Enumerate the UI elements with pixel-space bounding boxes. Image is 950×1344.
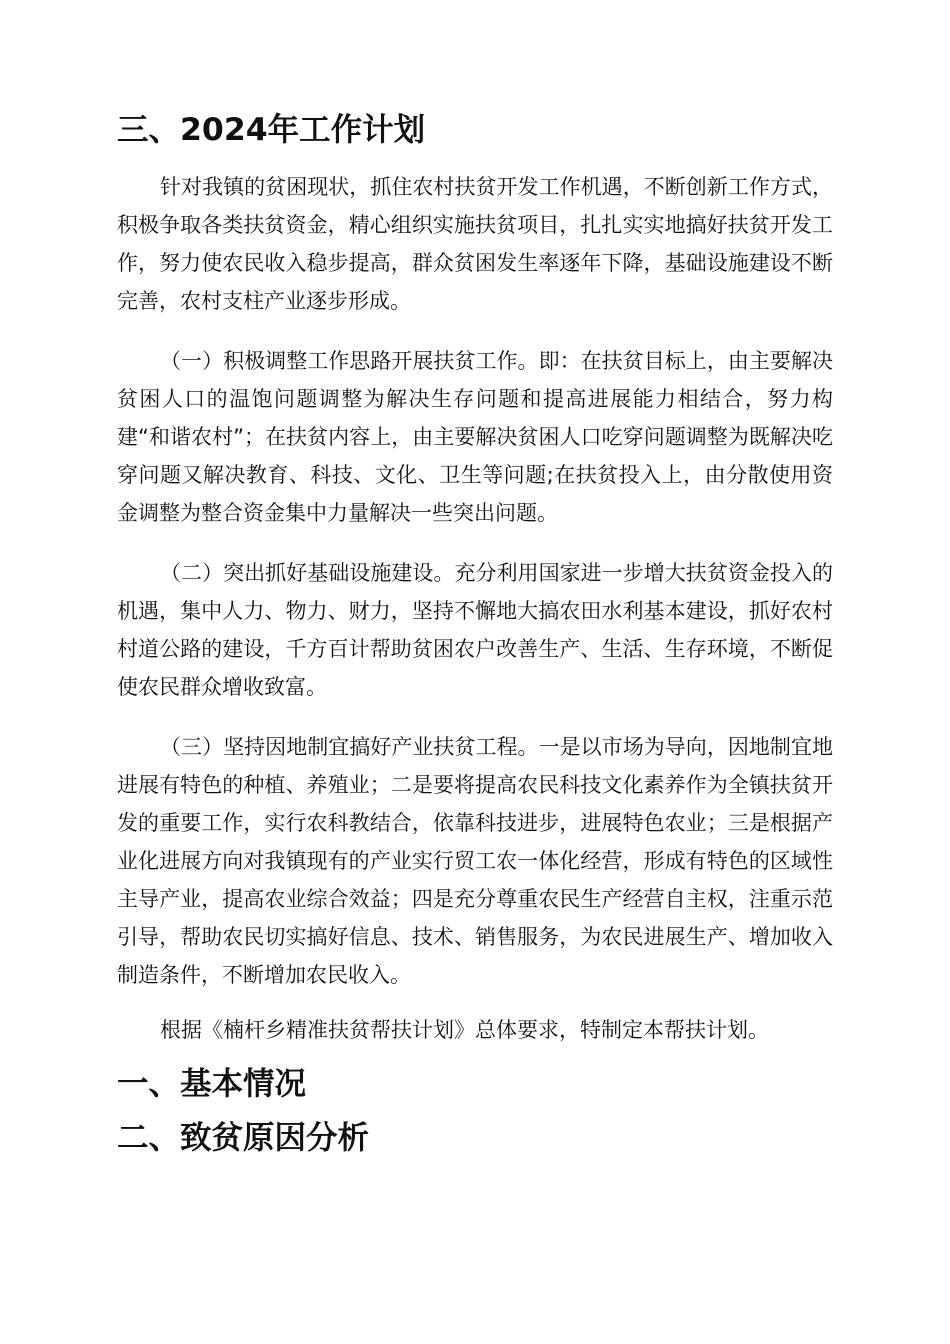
intro-paragraph: 针对我镇的贫困现状，抓住农村扶贫开发工作机遇，不断创新工作方式，积极争取各类扶贫资金，精心组织实施扶贫项目，扎扎实实地搞好扶贫开发工作，努力使农民收入稳步提高，群众贫困发生率逐年下降，基础设施建设不断完善，农村支柱产业逐步形成。 xyxy=(117,175,833,313)
plan-item-3-paragraph: （三）坚持因地制宜搞好产业扶贫工程。一是以市场为导向，因地制宜地进展有特色的种植、养殖业；二是要将提高农民科技文化素养作为全镇扶贫开发的重要工作，实行农科教结合，依靠科技进步，进展特色农业；三是根据产业化进展方向对我镇现有的产业实行贸工农一体化经营，形成有特色的区域性主导产业，提高农业综合效益；四是充分尊重农民生产经营自主权，注重示范引导，帮助农民切实搞好信息、技术、销售服务，为农民进展生产、增加收入制造条件，不断增加农民收入。 xyxy=(117,735,833,987)
section-heading-basic-situation: 一、基本情况 xyxy=(117,1066,307,1102)
basis-paragraph: 根据《楠杆乡精准扶贫帮扶计划》总体要求，特制定本帮扶计划。 xyxy=(160,1018,769,1042)
section-heading-poverty-causes: 二、致贫原因分析 xyxy=(117,1120,370,1156)
plan-item-1-paragraph: （一）积极调整工作思路开展扶贫工作。即：在扶贫目标上，由主要解决贫困人口的温饱问题调整为解决生存问题和提高进展能力相结合，努力构建“和谐农村”；在扶贫内容上，由主要解决贫困人口吃穿问题调整为既解决吃穿问题又解决教育、科技、文化、卫生等问题;在扶贫投入上，由分散使用资金调整为整合资金集中力量解决一些突出问题。 xyxy=(117,349,833,525)
section-heading-work-plan: 三、2024年工作计划 xyxy=(117,112,426,148)
document-page xyxy=(117,112,833,1156)
plan-item-2-paragraph: （二）突出抓好基础设施建设。充分利用国家进一步增大扶贫资金投入的机遇，集中人力、物力、财力，坚持不懈地大搞农田水利基本建设，抓好农村村道公路的建设，千方百计帮助贫困农户改善生产、生活、生存环境，不断促使农民群众增收致富。 xyxy=(117,561,833,699)
